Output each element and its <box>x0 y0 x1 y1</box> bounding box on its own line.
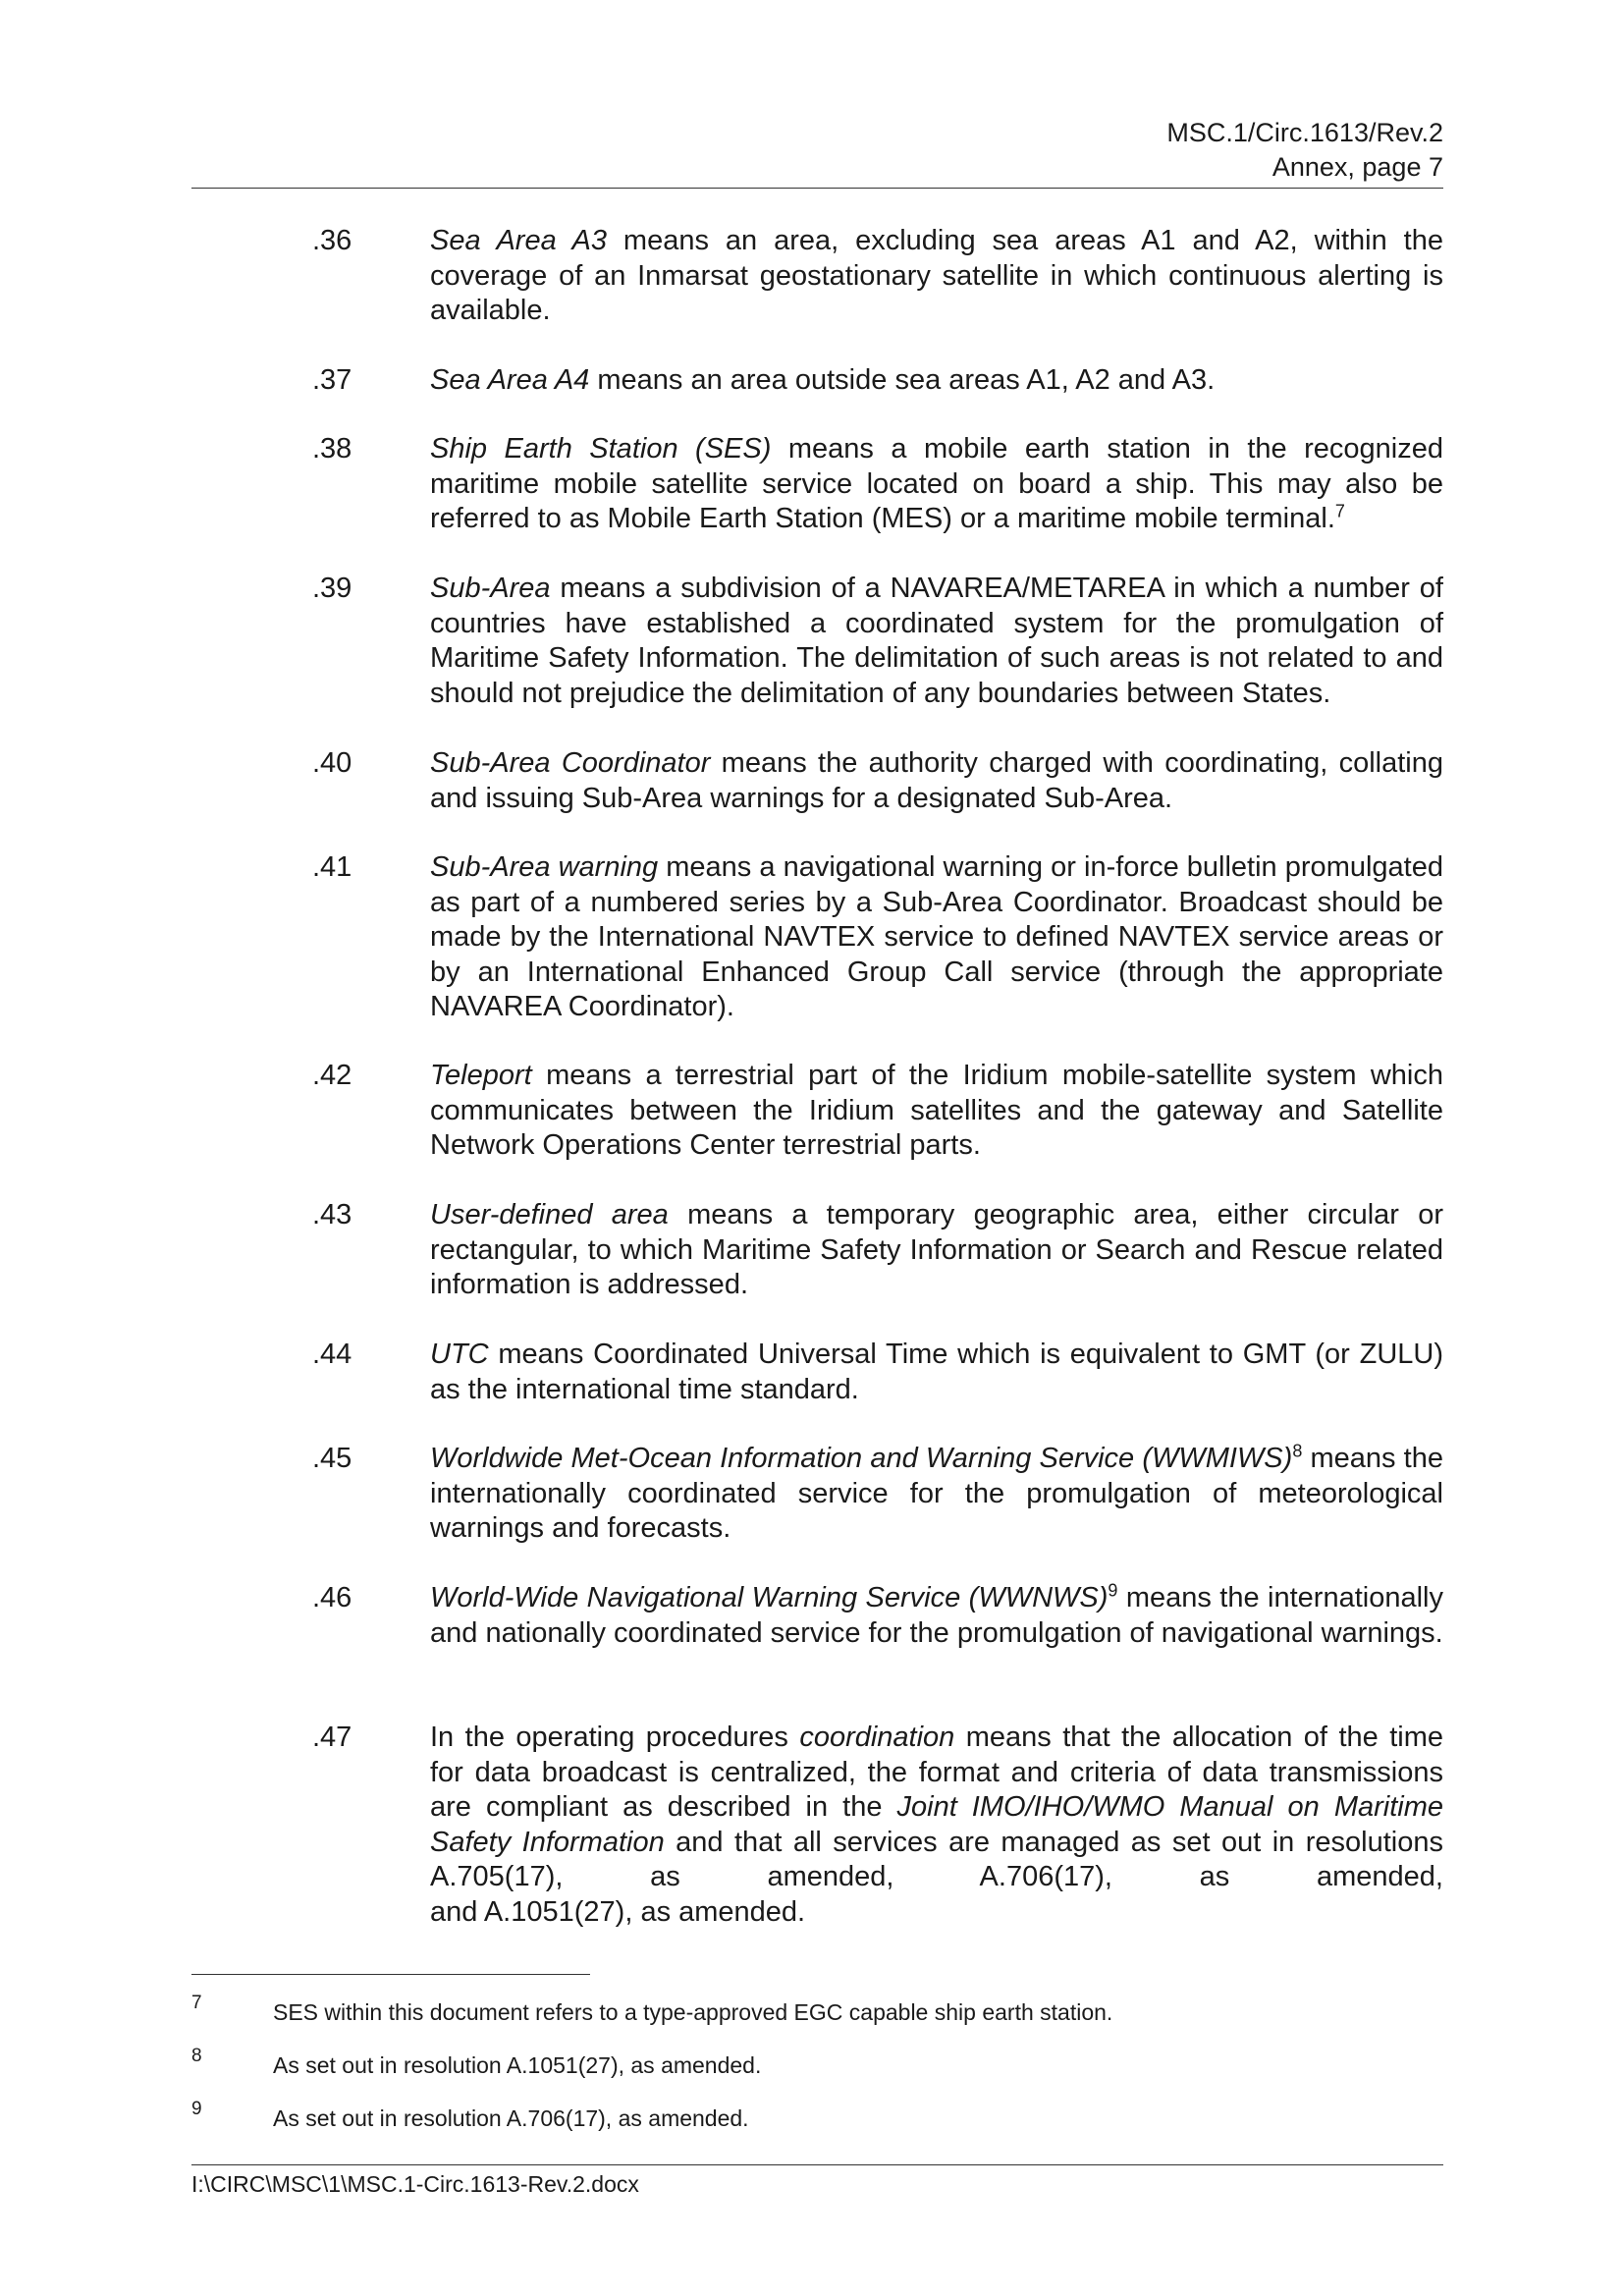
item-text: Sea Area A4 means an area outside sea areas A1, A2 and A3. <box>430 364 1216 396</box>
footnote-text: As set out in resolution A.1051(27), as amended. <box>273 2052 762 2078</box>
item-number: .40 <box>312 747 352 779</box>
item-text: World-Wide Navigational Warning Service (WWNWS)$^9$ means the internationally and nationally coordinated service for the promulgation of navigational warnings. <box>430 1580 1443 1649</box>
page-label: Annex, page 7 <box>1271 152 1443 182</box>
definition-item-43 <box>312 1198 1443 1303</box>
item-number: .47 <box>312 1722 352 1753</box>
footnote-ref: 8 <box>1292 1441 1303 1461</box>
definition-item-44 <box>312 1338 1443 1407</box>
item-number: .39 <box>312 573 352 604</box>
footnote-text: As set out in resolution A.706(17), as amended. <box>273 2105 749 2131</box>
defined-term: Sub-Area warning <box>430 851 659 883</box>
footnote-number: 7 <box>191 1993 202 2013</box>
defined-term: Sea Area A4 <box>430 364 590 396</box>
defined-term: Sea Area A3 <box>430 225 608 256</box>
item-text: Sub-Area warning means a navigational warning or in-force bulletin promulgated as part of a numbered series by a Sub-Area Coordinator. Broadcast should be made by the International NAVTEX service to defined NAVTEX service areas or by an International Enhanced Group Call service (through the appropriate NAVAREA Coordinator). <box>430 851 1443 1022</box>
item-number: .45 <box>312 1443 352 1474</box>
footnote-8 <box>191 2046 1443 2080</box>
item-text: Ship Earth Station (SES) means a mobile earth station in the recognized maritime mobile satellite service located on board a ship. This may also be referred to as Mobile Earth Station (MES) or a maritime mobile terminal.$^7$ <box>430 433 1444 534</box>
item-text: Teleport means a terrestrial part of the Iridium mobile-satellite system which communicates between the Iridium satellites and the gateway and Satellite Network Operations Center terrestrial parts. <box>430 1060 1443 1161</box>
footnote-ref: 9 <box>1108 1580 1118 1601</box>
definition-item-38 <box>312 432 1443 537</box>
definition-item-42 <box>312 1059 1443 1164</box>
definition-item-41 <box>312 850 1443 1025</box>
item-number: .37 <box>312 364 352 396</box>
footnote-number: 8 <box>191 2046 202 2066</box>
item-text-last-line: and A.1051(27), as amended. <box>430 1895 806 1928</box>
item-text: UTC means Coordinated Universal Time which is equivalent to GMT (or ZULU) as the international time standard. <box>430 1339 1443 1405</box>
header-divider <box>191 188 1443 189</box>
item-number: .44 <box>312 1339 352 1370</box>
defined-term: World-Wide Navigational Warning Service (WWNWS) <box>430 1582 1109 1613</box>
footer-divider <box>191 2164 1443 2165</box>
defined-term: Ship Earth Station (SES) <box>430 433 772 465</box>
definition-item-46 <box>312 1581 1443 1651</box>
item-text: Sub-Area means a subdivision of a NAVAREA/METAREA in which a number of countries have established a coordinated system for the promulgation of Maritime Safety Information. The delimitation of such areas is not related to and should not prejudice the delimitation of any boundaries between States. <box>430 573 1443 709</box>
referenced-manual: Joint IMO/IHO/WMO Manual on Maritime Safety Information <box>430 1791 1443 1858</box>
document-reference: MSC.1/Circ.1613/Rev.2 <box>1166 118 1443 147</box>
footnote-text: SES within this document refers to a type-approved EGC capable ship earth station. <box>273 1999 1113 2025</box>
footnote-ref: 7 <box>1334 501 1345 521</box>
defined-term: User-defined area <box>430 1199 669 1230</box>
footnote-9 <box>191 2099 1443 2133</box>
footnote-number: 9 <box>191 2099 202 2119</box>
definition-item-47 <box>312 1721 1443 1930</box>
item-number: .38 <box>312 433 352 465</box>
footnote-separator <box>191 1974 590 1975</box>
item-text: User-defined area means a temporary geographic area, either circular or rectangular, to which Maritime Safety Information or Search and Rescue related information is addressed. <box>430 1199 1443 1300</box>
definition-item-45 <box>312 1442 1443 1547</box>
page-header <box>191 116 1443 185</box>
item-number: .46 <box>312 1582 352 1613</box>
defined-term: Worldwide Met-Ocean Information and Warning Service (WWMIWS) <box>430 1443 1293 1474</box>
defined-term: Teleport <box>430 1060 532 1091</box>
defined-term: Sub-Area Coordinator <box>430 747 711 779</box>
footnote-7 <box>191 1993 1443 2027</box>
definition-item-36 <box>312 224 1443 329</box>
defined-term: coordination <box>799 1722 955 1753</box>
item-text: In the operating procedures coordination means that the allocation of the time for data broadcast is centralized, the format and criteria of data transmissions are compliant as described in the Joint IMO/IHO/WMO Manual on Maritime Safety Information and that all services are managed as set out in resolutions A.705(17), as amended, A.706(17), as amended, <box>430 1722 1443 1892</box>
item-text: Sea Area A3 means an area, excluding sea areas A1 and A2, within the coverage of an Inmarsat geostationary satellite in which continuous alerting is available. <box>430 225 1443 326</box>
defined-term: UTC <box>430 1339 489 1370</box>
definition-item-39 <box>312 572 1443 711</box>
footer-file-path: I:\CIRC\MSC\1\MSC.1-Circ.1613-Rev.2.docx <box>191 2171 639 2197</box>
item-text: Sub-Area Coordinator means the authority charged with coordinating, collating and issuing Sub-Area warnings for a designated Sub-Area. <box>430 747 1443 814</box>
item-number: .42 <box>312 1060 352 1091</box>
item-text: Worldwide Met-Ocean Information and Warning Service (WWMIWS)$^8$ means the internationally coordinated service for the promulgation of meteorological warnings and forecasts. <box>430 1441 1443 1544</box>
definition-item-40 <box>312 746 1443 816</box>
item-number: .36 <box>312 225 352 256</box>
defined-term: Sub-Area <box>430 573 551 604</box>
item-number: .43 <box>312 1199 352 1230</box>
item-number: .41 <box>312 851 352 883</box>
definition-item-37 <box>312 363 1443 399</box>
